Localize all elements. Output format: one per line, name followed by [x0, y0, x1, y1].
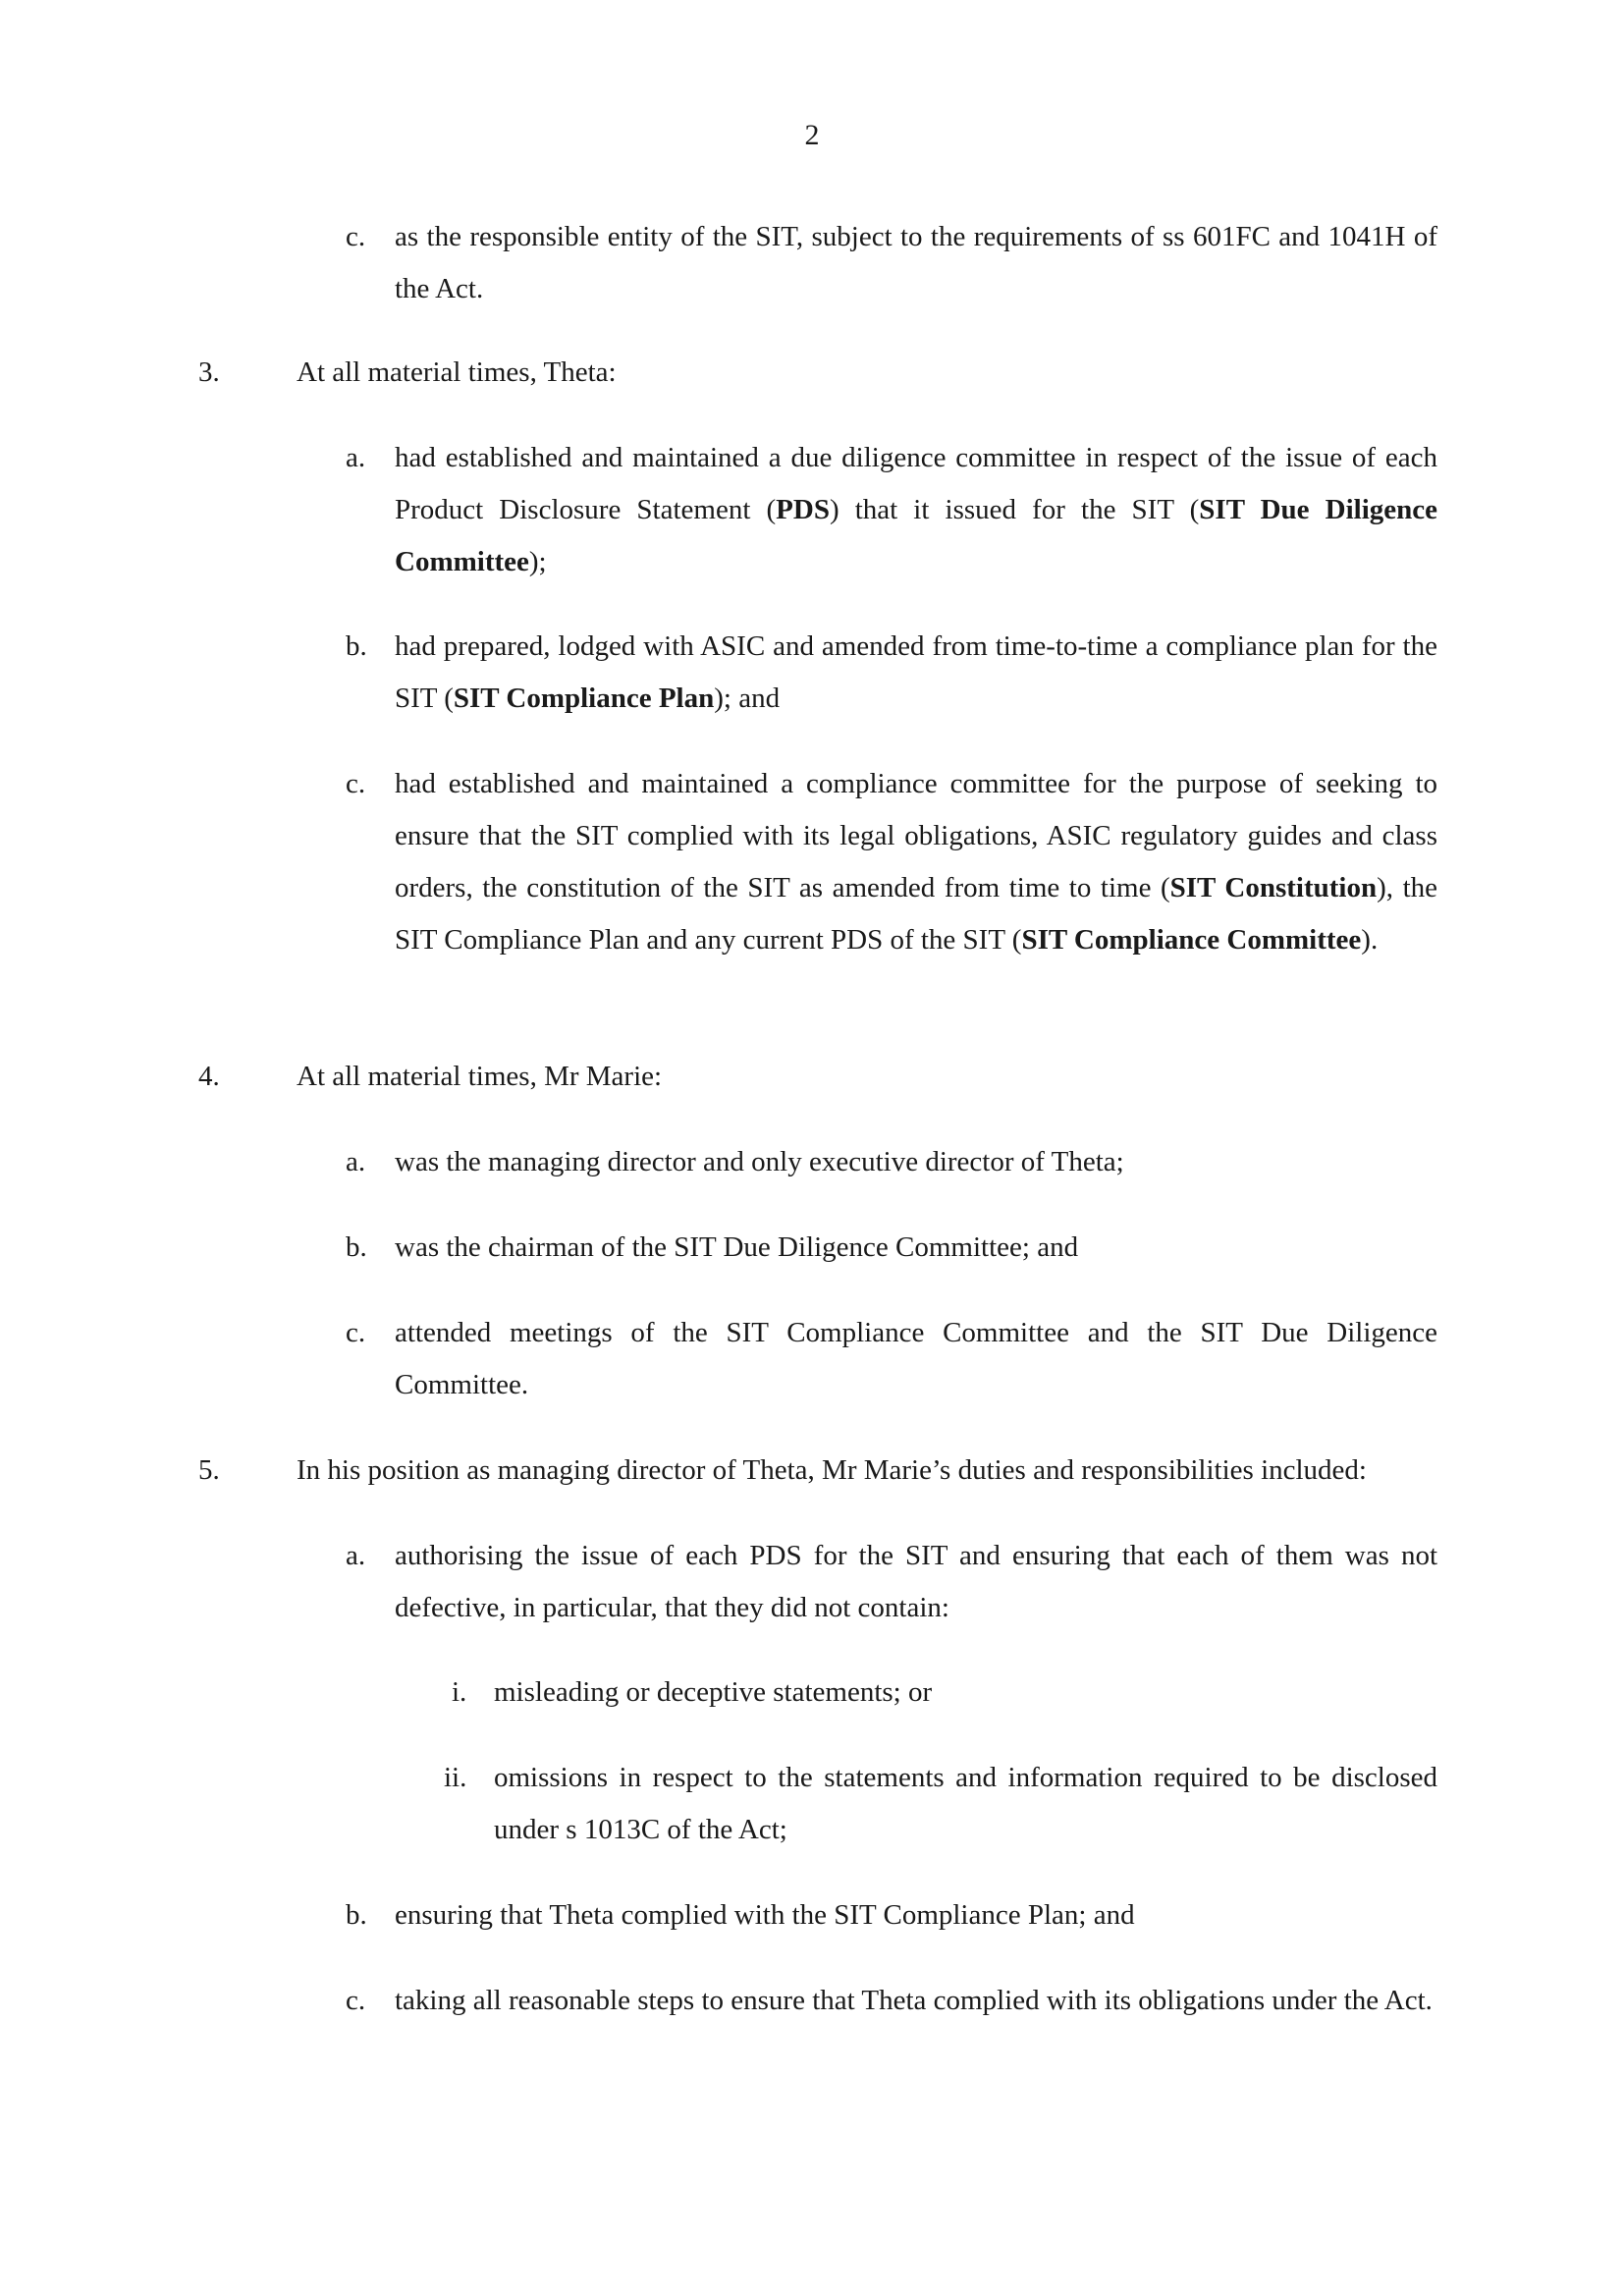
text-run: ) that it issued for the SIT (	[829, 494, 1200, 525]
paragraph-number: 3.	[198, 356, 220, 388]
defined-term: SIT Compliance Committee	[1021, 924, 1362, 956]
paragraph-3a	[395, 432, 1437, 588]
page-number: 2	[804, 119, 820, 151]
item-marker: c.	[346, 221, 366, 252]
paragraph-5	[297, 1445, 1455, 1497]
item-marker: a.	[346, 1540, 366, 1571]
text-run: In his position as managing director of Theta, Mr Marie’s duties and responsibilities included:	[297, 1454, 1367, 1486]
text-run: was the managing director and only executive director of Theta;	[395, 1146, 1124, 1177]
defined-term: PDS	[776, 494, 830, 525]
paragraph-4b	[395, 1222, 1437, 1274]
paragraph-4	[297, 1051, 1437, 1103]
paragraph-5a-ii	[494, 1752, 1437, 1856]
paragraph-number: 5.	[198, 1454, 220, 1486]
text-run: );	[528, 546, 547, 577]
item-marker: b.	[346, 1899, 367, 1931]
text-run: attended meetings of the SIT Compliance Committee and the SIT Due Diligence Committee.	[395, 1317, 1437, 1400]
text-run: ensuring that Theta complied with the SIT Compliance Plan; and	[395, 1899, 1135, 1931]
paragraph-3b	[395, 621, 1437, 725]
item-marker: a.	[346, 442, 366, 473]
text-run: ); and	[714, 683, 781, 714]
paragraph-4a	[395, 1136, 1437, 1188]
defined-term: SIT Compliance Plan	[453, 683, 715, 714]
text-run: as the responsible entity of the SIT, subject to the requirements of ss 601FC and 1041H of the Act.	[395, 221, 1437, 304]
item-marker: i.	[452, 1676, 467, 1708]
text-run: authorising the issue of each PDS for the SIT and ensuring that each of them was not defective, in particular, that they did not contain:	[395, 1540, 1437, 1623]
text-run: misleading or deceptive statements; or	[494, 1676, 933, 1708]
paragraph-4c	[395, 1307, 1437, 1411]
item-marker: ii.	[444, 1762, 467, 1793]
item-marker: b.	[346, 630, 367, 662]
text-run: had established and maintained a due diligence committee in respect of the issue of each Product Disclosure Statement (	[395, 442, 1437, 525]
text-run: omissions in respect to the statements and information required to be disclosed under s 1013C of the Act;	[494, 1762, 1437, 1845]
paragraph-5c	[395, 1975, 1437, 2027]
item-marker: c.	[346, 768, 366, 799]
text-run: taking all reasonable steps to ensure that Theta complied with its obligations under the Act.	[395, 1985, 1433, 2016]
text-run: ).	[1361, 924, 1379, 956]
item-marker: b.	[346, 1231, 367, 1263]
text-run: At all material times, Mr Marie:	[297, 1061, 663, 1092]
paragraph-5a-i	[494, 1667, 1437, 1719]
item-marker: c.	[346, 1317, 366, 1348]
paragraph-3c	[395, 758, 1437, 966]
paragraph-5a	[395, 1530, 1437, 1634]
paragraph-5b	[395, 1889, 1437, 1941]
text-run: was the chairman of the SIT Due Diligence Committee; and	[395, 1231, 1079, 1263]
paragraph-number: 4.	[198, 1061, 220, 1092]
paragraph-2c	[395, 211, 1437, 315]
defined-term: SIT Constitution	[1169, 872, 1378, 903]
text-run: had prepared, lodged with ASIC and amended from time-to-time a compliance plan for the SIT (	[395, 630, 1437, 714]
text-run: had established and maintained a compliance committee for the purpose of seeking to ensure that the SIT complied with its legal obligations, ASIC regulatory guides and class orders, the constitution of the SIT as amended from time to time (	[395, 768, 1437, 903]
text-run: ), the SIT Compliance Plan and any current PDS of the SIT (	[395, 872, 1438, 956]
defined-term: SIT Due Diligence Committee	[395, 494, 1438, 577]
item-marker: a.	[346, 1146, 366, 1177]
paragraph-3	[297, 347, 1437, 399]
item-marker: c.	[346, 1985, 366, 2016]
text-run: At all material times, Theta:	[297, 356, 617, 388]
